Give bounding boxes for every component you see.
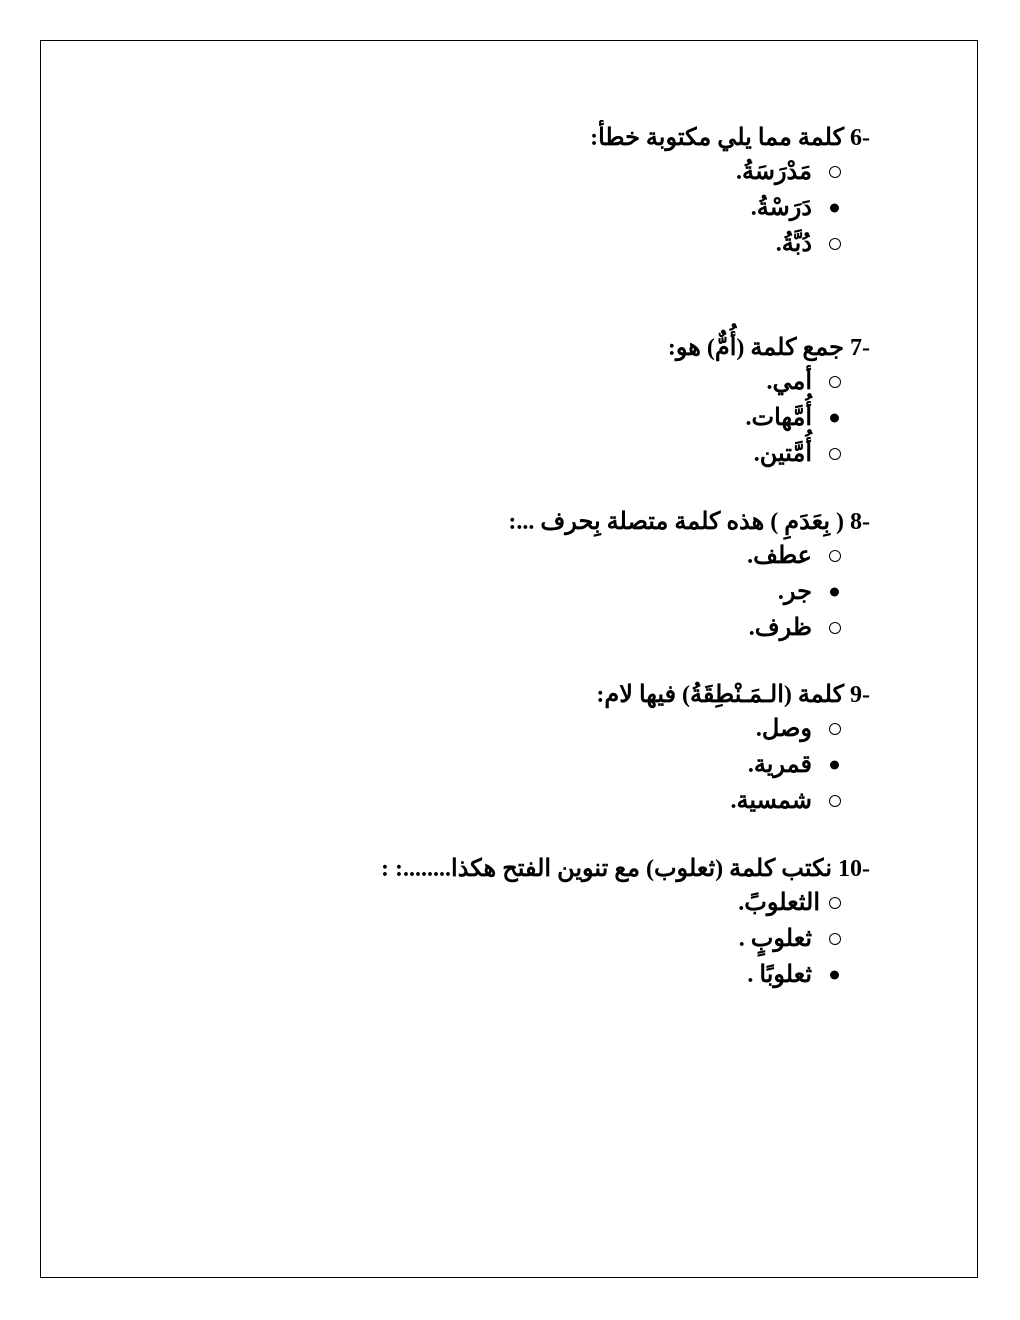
option-3[interactable] <box>310 436 870 472</box>
option-1[interactable] <box>310 154 870 190</box>
radio-empty-icon[interactable] <box>829 448 841 460</box>
option-label: الثعلوبً. <box>738 890 820 916</box>
option-label: قمرية. <box>747 752 812 778</box>
option-label: جر. <box>777 579 812 605</box>
radio-empty-icon[interactable] <box>829 795 841 807</box>
option-2[interactable] <box>310 400 870 436</box>
option-label: وصل. <box>755 716 812 742</box>
option-2[interactable] <box>310 190 870 226</box>
question-9 <box>310 679 870 819</box>
question-number: 10- <box>838 856 870 882</box>
option-label: أُمَّهات. <box>745 405 812 431</box>
radio-empty-icon[interactable] <box>829 376 841 388</box>
radio-empty-icon[interactable] <box>829 897 841 909</box>
question-title <box>310 332 870 364</box>
radio-empty-icon[interactable] <box>829 238 841 250</box>
option-label: ثعلوبٍ . <box>738 926 812 952</box>
options-list <box>310 154 870 262</box>
question-number: 8- <box>850 509 870 535</box>
radio-selected-icon[interactable] <box>830 414 839 423</box>
question-6 <box>310 122 870 262</box>
option-3[interactable] <box>310 783 870 819</box>
option-label: مَدْرَسَةُ. <box>735 159 812 185</box>
option-3[interactable] <box>310 226 870 262</box>
option-label: شمسية. <box>730 788 812 814</box>
options-list <box>310 885 870 993</box>
option-label: أُمَّتين. <box>753 441 812 467</box>
option-2[interactable] <box>310 747 870 783</box>
option-label: عطف. <box>747 543 812 569</box>
option-label: دُبَّةُ. <box>775 231 812 257</box>
option-label: ثعلوبًا . <box>747 962 812 988</box>
option-1[interactable] <box>310 885 870 921</box>
option-1[interactable] <box>310 538 870 574</box>
question-title <box>310 506 870 538</box>
question-title <box>310 122 870 154</box>
question-title <box>310 853 870 885</box>
radio-empty-icon[interactable] <box>829 166 841 178</box>
question-title <box>310 679 870 711</box>
radio-selected-icon[interactable] <box>830 761 839 770</box>
radio-selected-icon[interactable] <box>830 588 839 597</box>
question-text: كلمة (الـمَـنْطِقَةُ) فيها لام: <box>596 682 844 708</box>
question-text: ( بِعَدَمِ ) هذه كلمة متصلة بِحرف ...: <box>508 509 844 535</box>
option-label: ظرف. <box>748 615 812 641</box>
question-text: نكتب كلمة (ثعلوب) مع تنوين الفتح هكذا........: : <box>381 856 832 882</box>
radio-empty-icon[interactable] <box>829 550 841 562</box>
radio-empty-icon[interactable] <box>829 933 841 945</box>
option-2[interactable] <box>310 574 870 610</box>
options-list <box>310 711 870 819</box>
option-1[interactable] <box>310 711 870 747</box>
radio-empty-icon[interactable] <box>829 622 841 634</box>
question-number: 9- <box>850 682 870 708</box>
question-number: 7- <box>850 335 870 361</box>
radio-selected-icon[interactable] <box>830 971 839 980</box>
option-label: دَرَسْةُ. <box>750 195 812 221</box>
option-3[interactable] <box>310 610 870 646</box>
radio-empty-icon[interactable] <box>829 723 841 735</box>
options-list <box>310 538 870 646</box>
question-8 <box>310 506 870 646</box>
question-text: جمع كلمة (أُمٌّ) هو: <box>667 335 844 361</box>
option-label: أمي. <box>766 369 812 395</box>
question-number: 6- <box>850 125 870 151</box>
question-7 <box>310 332 870 472</box>
radio-selected-icon[interactable] <box>830 204 839 213</box>
option-3[interactable] <box>310 957 870 993</box>
question-text: كلمة مما يلي مكتوبة خطأ: <box>590 125 844 151</box>
option-2[interactable] <box>310 921 870 957</box>
option-1[interactable] <box>310 364 870 400</box>
options-list <box>310 364 870 472</box>
question-10 <box>310 853 870 993</box>
